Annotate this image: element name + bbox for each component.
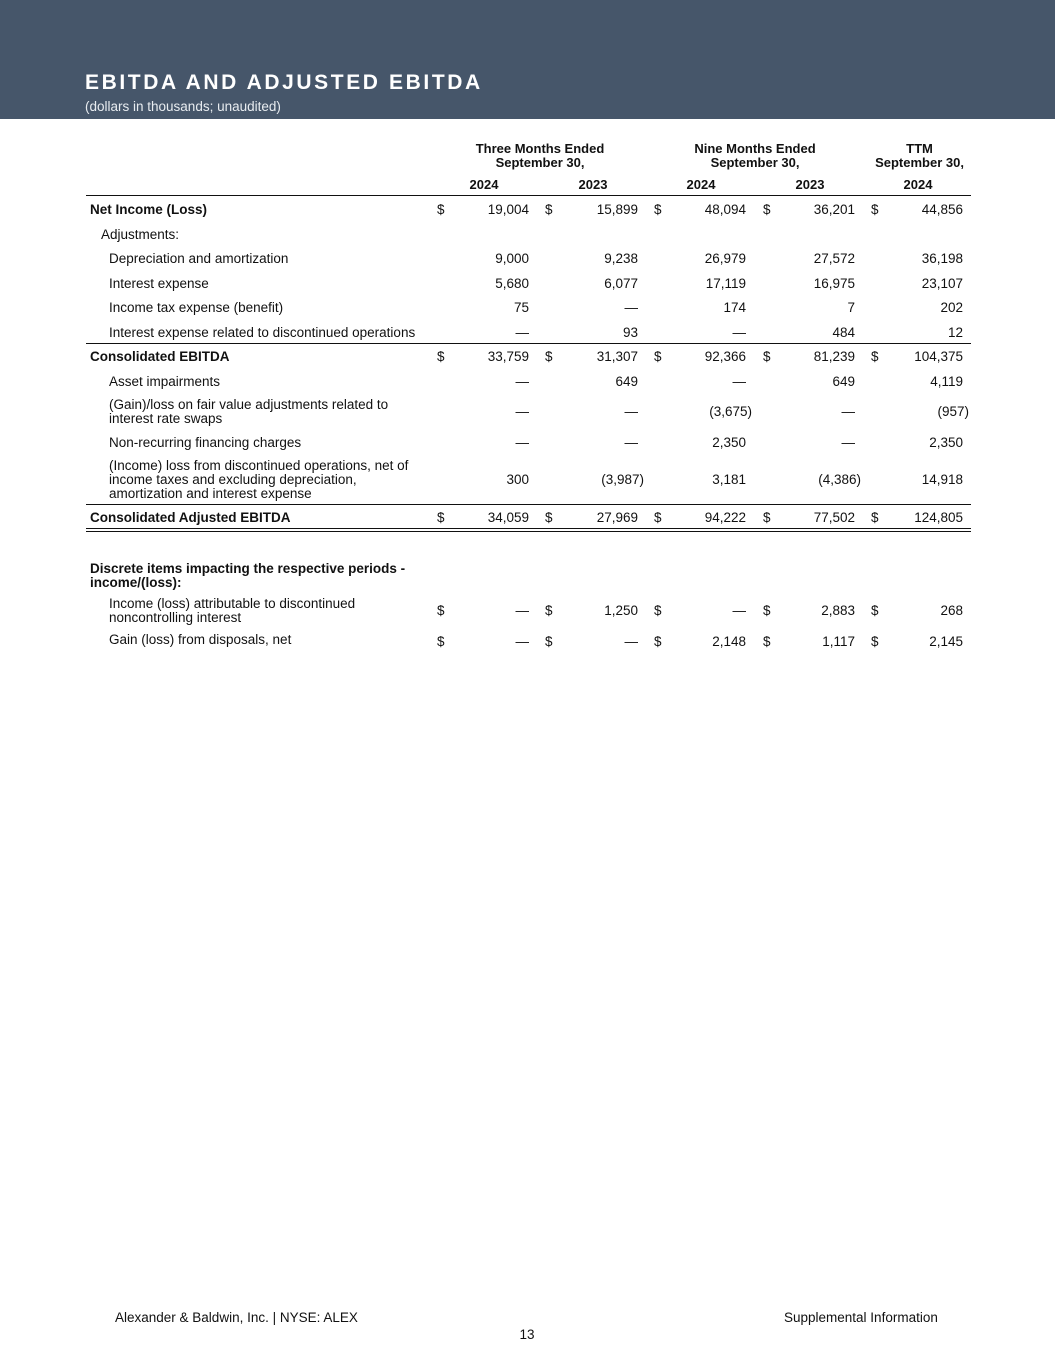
cell-value: 9,238 [604,251,638,266]
footer-company: Alexander & Baldwin, Inc. | NYSE: ALEX [115,1310,358,1325]
col-group-ttm [862,142,977,170]
currency-symbol: $ [763,634,771,649]
currency-symbol: $ [654,634,662,649]
row-label-line: (Gain)/loss on fair value adjustments related to [109,397,389,412]
row-label-line: Income (loss) attributable to discontinued [109,596,356,611]
currency-symbol: $ [437,510,445,525]
cell-value: 26,979 [704,251,746,266]
row-label: Interest expense [109,276,209,291]
cell-value: 48,094 [704,202,746,217]
row-label: Asset impairments [109,374,221,389]
cell-value: 44,856 [921,202,963,217]
cell-value: — [841,404,855,419]
cell-value: (3,987) [601,472,644,487]
cell-value: 202 [940,300,963,315]
currency-symbol: $ [654,510,662,525]
cell-value: 14,918 [921,472,963,487]
section-heading-line: Discrete items impacting the respective periods - [90,561,406,576]
currency-symbol: $ [545,603,553,618]
cell-value: 36,201 [813,202,855,217]
footer-section: Supplemental Information [784,1310,938,1325]
currency-symbol: $ [763,603,771,618]
col-group-nine-months [670,142,840,170]
row-label: Gain (loss) from disposals, net [109,632,292,647]
currency-symbol: $ [545,202,553,217]
cell-value: 124,805 [914,510,963,525]
col-year: 2023 [795,177,825,192]
cell-value: 12 [947,325,963,340]
col-group-line: Three Months Ended [475,141,605,156]
cell-value: 23,107 [921,276,963,291]
currency-symbol: $ [437,202,445,217]
cell-value: — [732,603,746,618]
cell-value: (3,675) [709,404,752,419]
row-label: Net Income (Loss) [90,202,208,217]
currency-symbol: $ [654,349,662,364]
row-label-line: income taxes and excluding depreciation, [109,472,357,487]
page-subtitle: (dollars in thousands; unaudited) [85,99,281,114]
cell-value: 2,350 [929,435,963,450]
cell-value: 19,004 [487,202,529,217]
row-label: Non-recurring financing charges [109,435,302,450]
cell-value: 16,975 [813,276,855,291]
cell-value: (4,386) [818,472,861,487]
cell-value: 7 [847,300,855,315]
row-label: Consolidated EBITDA [90,349,230,364]
currency-symbol: $ [871,349,879,364]
currency-symbol: $ [654,603,662,618]
cell-value: (957) [937,404,969,419]
cell-value: 94,222 [704,510,746,525]
currency-symbol: $ [437,603,445,618]
col-group-three-months [455,142,625,170]
cell-value: — [624,634,638,649]
currency-symbol: $ [437,349,445,364]
cell-value: — [515,435,529,450]
cell-value: 268 [940,603,963,618]
currency-symbol: $ [871,634,879,649]
cell-value: 3,181 [712,472,746,487]
col-year: 2023 [578,177,608,192]
cell-value: — [515,603,529,618]
cell-value: 1,250 [604,603,638,618]
cell-value: 36,198 [921,251,963,266]
cell-value: — [624,404,638,419]
cell-value: 5,680 [495,276,529,291]
header-banner [0,0,1055,119]
cell-value: — [624,300,638,315]
currency-symbol: $ [763,349,771,364]
page-number: 13 [519,1327,535,1342]
header-rule [86,195,971,196]
cell-value: 92,366 [704,349,746,364]
page-title: EBITDA AND ADJUSTED EBITDA [85,71,483,94]
cell-value: 33,759 [487,349,529,364]
total-double-rule [86,531,971,532]
cell-value: 17,119 [705,276,746,291]
row-label-line: noncontrolling interest [109,610,242,625]
row-label-line: (Income) loss from discontinued operations, net of [109,458,409,473]
cell-value: 2,350 [712,435,746,450]
cell-value: 649 [832,374,855,389]
cell-value: 81,239 [813,349,855,364]
cell-value: 34,059 [487,510,529,525]
col-group-line: September 30, [875,155,964,170]
currency-symbol: $ [545,510,553,525]
cell-value: 1,117 [822,634,855,649]
cell-value: 15,899 [596,202,638,217]
subtotal-rule [86,343,971,344]
cell-value: 174 [723,300,746,315]
currency-symbol: $ [763,202,771,217]
col-year: 2024 [903,177,933,192]
col-group-line: TTM [906,141,933,156]
col-group-line: Nine Months Ended [694,141,816,156]
cell-value: 93 [622,325,638,340]
row-label-line: interest rate swaps [109,411,223,426]
col-year: 2024 [686,177,716,192]
cell-value: 4,119 [930,374,963,389]
cell-value: 31,307 [596,349,638,364]
cell-value: — [841,435,855,450]
cell-value: — [732,374,746,389]
cell-value: 9,000 [495,251,529,266]
row-label-line: amortization and interest expense [109,486,312,501]
cell-value: — [515,634,529,649]
row-label: Adjustments: [101,227,180,242]
cell-value: 104,375 [914,349,963,364]
cell-value: — [515,325,529,340]
cell-value: 27,969 [596,510,638,525]
cell-value: 484 [832,325,855,340]
currency-symbol: $ [871,202,879,217]
row-label: Interest expense related to discontinued operations [109,325,416,340]
cell-value: 6,077 [604,276,638,291]
currency-symbol: $ [871,603,879,618]
currency-symbol: $ [654,202,662,217]
cell-value: 77,502 [813,510,855,525]
cell-value: — [515,374,529,389]
cell-value: 75 [513,300,529,315]
col-group-line: September 30, [495,155,585,170]
cell-value: — [624,435,638,450]
cell-value: — [515,404,529,419]
currency-symbol: $ [437,634,445,649]
subtotal-rule [86,504,971,505]
cell-value: 300 [506,472,529,487]
currency-symbol: $ [763,510,771,525]
currency-symbol: $ [545,634,553,649]
col-group-line: September 30, [710,155,800,170]
row-label: Income tax expense (benefit) [109,300,284,315]
col-year: 2024 [469,177,499,192]
currency-symbol: $ [545,349,553,364]
cell-value: 2,883 [821,603,855,618]
cell-value: 649 [615,374,638,389]
cell-value: 2,148 [712,634,746,649]
row-label: Consolidated Adjusted EBITDA [90,510,291,525]
row-label: Depreciation and amortization [109,251,289,266]
cell-value: — [732,325,746,340]
cell-value: 27,572 [813,251,855,266]
total-double-rule [86,528,971,529]
currency-symbol: $ [871,510,879,525]
cell-value: 2,145 [929,634,963,649]
section-heading-line: income/(loss): [90,575,182,590]
